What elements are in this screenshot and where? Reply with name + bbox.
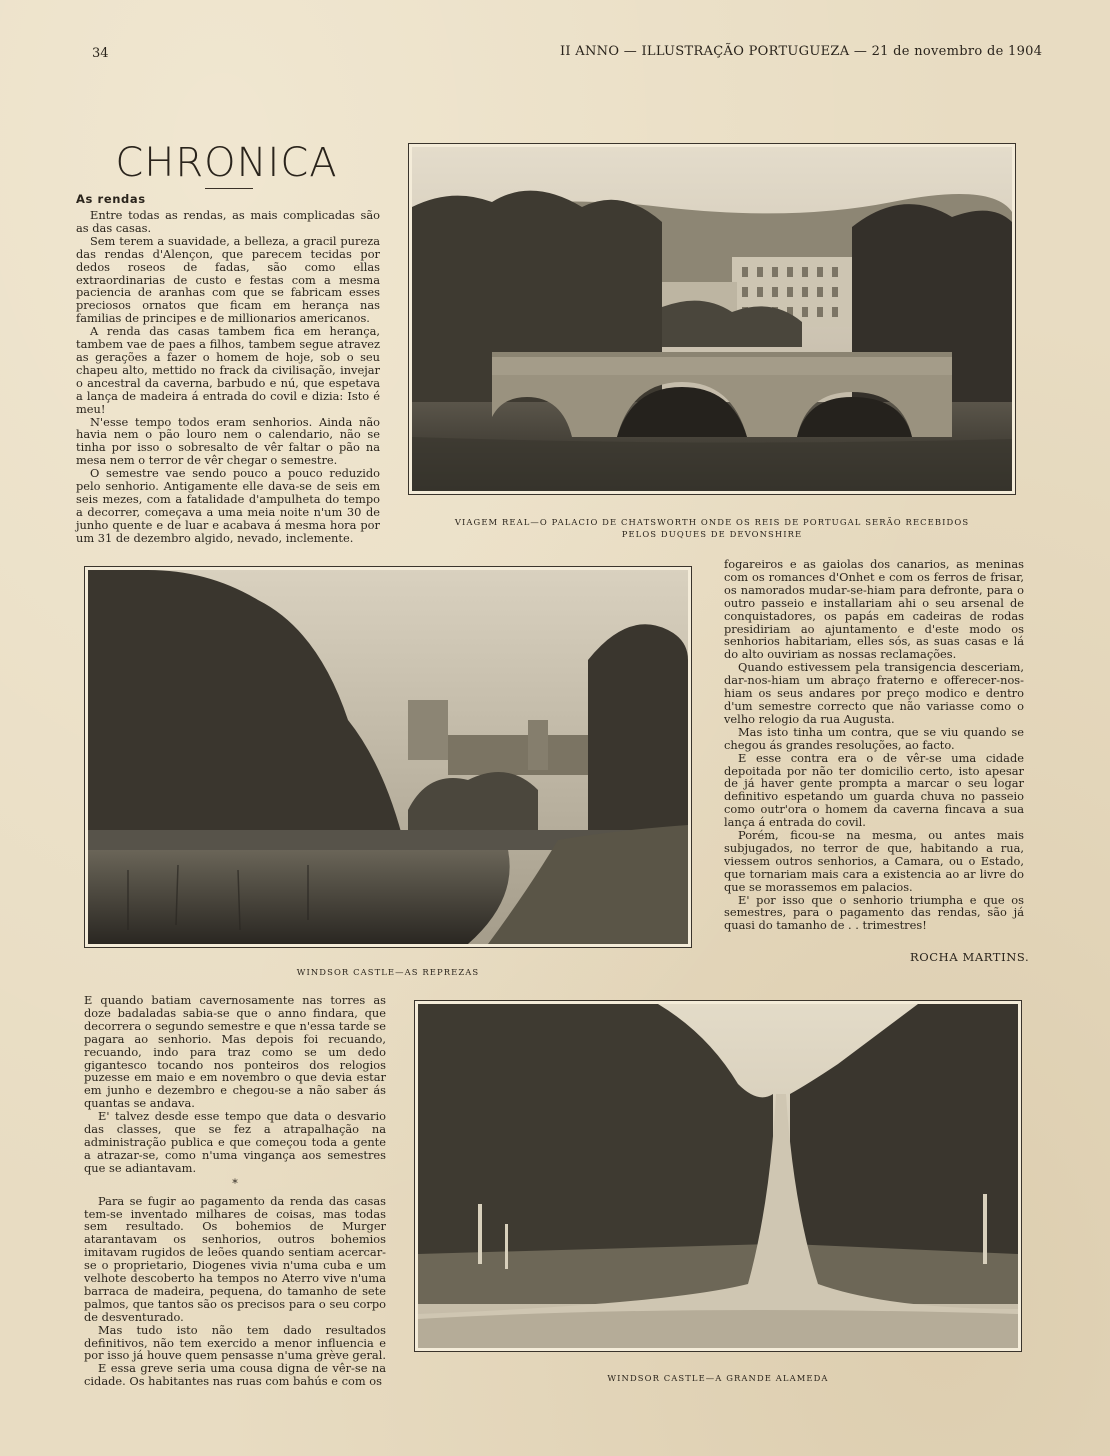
caption-windsor-alameda: WINDSOR CASTLE—A GRANDE ALAMEDA	[607, 1373, 829, 1383]
photo-windsor-reprezas	[84, 566, 692, 948]
column-bottom-left	[84, 994, 386, 1388]
caption-line: VIAGEM REAL—O PALACIO DE CHATSWORTH ONDE OS REIS DE PORTUGAL SERÃO RECEBIDOS	[454, 517, 970, 527]
photo-chatsworth	[408, 143, 1016, 495]
paragraph: N'esse tempo todos eram senhorios. Ainda não havia nem o pão louro nem o calendario, não se tinha por isso o sobresalto de vêr faltar o pão na mesa nem o terror de vêr chegar o semestre.	[76, 414, 380, 468]
article-subtitle: As rendas	[76, 192, 146, 206]
title-rule	[205, 188, 253, 189]
paragraph: E esse contra era o de vêr-se uma cidade depoitada por não ter domicilio certo, isto apesar de já haver gente prompta a marcar o seu logar definitivo espetando um guarda chuva no passeio como outr'ora o homem da caverna fincava a sua lança á entrada do covil.	[724, 750, 1024, 830]
caption-line: PELOS DUQUES DE DEVONSHIRE	[621, 529, 803, 539]
paragraph: E' por isso que o senhorio triumpha e que os semestres, para o pagamento das rendas, são já quasi do tamanho de . . trimestres!	[724, 892, 1024, 933]
page-number: 34	[92, 46, 109, 61]
bridge-palace-photo-icon	[412, 147, 1012, 491]
paragraph: Entre todas as rendas, as mais complicadas são as das casas.	[76, 208, 380, 235]
article-title: CHRONICA	[115, 140, 338, 186]
paragraph: O semestre vae sendo pouco a pouco reduzido pelo senhorio. Antigamente elle dava-se de seis em seis mezes, com a fatalidade d'ampulheta do tempo a decorrer, começava a uma meia noite n'um 30 de junho quente e de luar e acabava á mesma hora por um 31 de dezembro algido, nevado, inclemente.	[76, 466, 380, 545]
paragraph: E quando batiam cavernosamente nas torres as doze badaladas sabia-se que o anno findara, que decorrera o segundo semestre e que n'essa tarde se pagara ao senhorio. Mas depois foi recuando, recuando, indo para traz como se um dedo gigantesco tocando nos ponteiros dos relogios puzesse em maio e em novembro o que devia estar em junho e dezembro e chegou-se a não saber ás quantas se andava.	[84, 993, 386, 1111]
paragraph: Mas tudo isto não tem dado resultados definitivos, não tem exercido a menor influencia e por isso já houve quem pensasse n'uma grève geral.	[84, 1322, 386, 1363]
paragraph: A renda das casas tambem fica em herança, tambem vae de paes a filhos, tambem segue atravez as gerações a fazer o homem de hoje, sob o seu chapeu alto, mettido no frack da civilisação, invejar o ancestral da caverna, barbudo e nú, que espetava a lança de madeira á entrada do covil e dizia: Isto é meu!	[76, 324, 380, 416]
paragraph: Sem terem a suavidade, a belleza, a gracil pureza das rendas d'Alençon, que parecem tecidas por dedos roseos de fadas, são como ellas extraordinarias de custo e festas com a mesma paciencia de aranhas com que se fabricam esses preciosos ornatos que ficam em herança nas familias de principes e de millionarios americanos.	[76, 233, 380, 326]
river-castle-photo-icon	[88, 570, 688, 944]
paragraph: E' talvez desde esse tempo que data o desvario das classes, que se fez a atrapalhação na administração publica e que começou toda a gente a atrazar-se, como n'uma vingança aos semestres que se adiantavam.	[84, 1109, 386, 1175]
paragraph: Para se fugir ao pagamento da renda das casas tem-se inventado milhares de coisas, mas todas sem resultado. Os bohemios de Murger atarantavam os senhorios, outros bohemios imitavam rugidos de leões quando sentiam acercar-se o proprietario, Diogenes vivia n'uma cuba e um velhote descoberto ha tempos no Aterro vive n'uma barraca de madeira, pequena, do tamanho de sete palmos, que tantos são os precisos para o seu corpo de desventurado.	[84, 1193, 386, 1324]
column-top-left	[76, 209, 380, 545]
running-head: II ANNO — ILLUSTRAÇÃO PORTUGUEZA — 21 de novembro de 1904	[560, 44, 1043, 59]
photo-windsor-alameda	[414, 1000, 1022, 1352]
paragraph: fogareiros e as gaiolas dos canarios, as meninas com os romances d'Onhet e com os ferros de frisar, os namorados mudar-se-hiam para defronte, para o outro passeio e installariam ahi o seu arsenal de conquistadores, os papás em cadeiras de rodas presidiriam ao ajuntamento e d'este modo os senhorios habitariam, elles sós, as suas casas e lá do alto ouviriam as nossas reclamações.	[724, 557, 1024, 662]
column-right	[724, 558, 1024, 932]
section-separator: *	[232, 1176, 238, 1190]
paragraph: Mas isto tinha um contra, que se viu quando se chegou ás grandes resoluções, ao facto.	[724, 724, 1024, 752]
tree-avenue-photo-icon	[418, 1004, 1018, 1348]
paragraph: E essa greve seria uma cousa digna de vêr-se na cidade. Os habitantes nas ruas com bahús e com os	[84, 1361, 386, 1389]
caption-windsor-reprezas: WINDSOR CASTLE—AS REPREZAS	[296, 967, 480, 977]
paragraph: Quando estivessem pela transigencia desceriam, dar-nos-hiam um abraço fraterno e offerecer-nos-hiam os seus andares por preço modico e dentro d'um semestre correcto que não variasse como o velho relogio da rua Augusta.	[724, 660, 1024, 726]
paragraph: Porém, ficou-se na mesma, ou antes mais subjugados, no terror de que, habitando a rua, viessem outros senhorios, a Camara, ou o Estado, que tornariam mais cara a existencia ao ar livre do que se morassemos em palacios.	[724, 828, 1024, 894]
author-signature: ROCHA MARTINS.	[910, 950, 1030, 964]
caption-chatsworth	[408, 516, 1016, 540]
